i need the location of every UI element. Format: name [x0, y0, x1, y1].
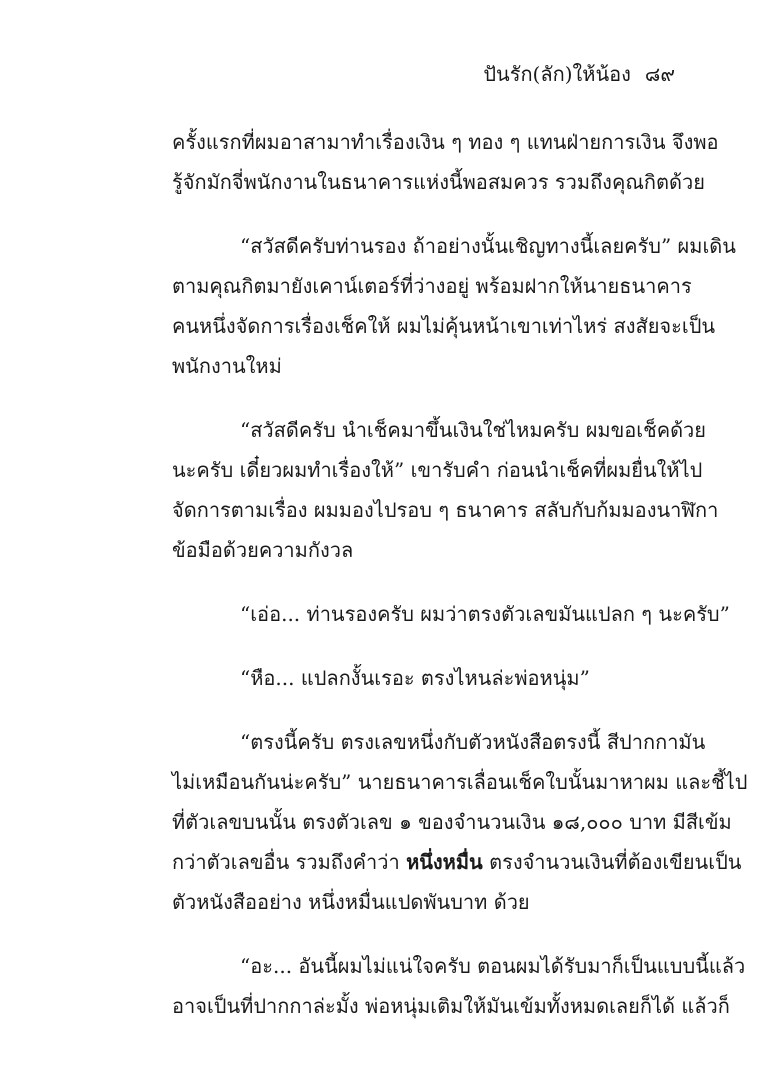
body-text	[172, 122, 748, 1026]
book-title: ปันรัก(ลัก)ให้น้อง	[483, 62, 631, 86]
text-line: “อะ... อันนี้ผมไม่แน่ใจครับ ตอนผมได้รับมาก็เป็นแบบนี้แล้ว	[240, 954, 746, 978]
text-line: ไม่เหมือนกันน่ะครับ” นายธนาคารเลื่อนเช็คใบนั้นมาหาผม และชี้ไป	[172, 770, 748, 794]
text-line: ครั้งแรกที่ผมอาสามาทำเรื่องเงิน ๆ ทอง ๆ แทนฝ่ายการเงิน จึงพอ	[172, 130, 719, 154]
paragraph-3	[172, 410, 719, 570]
text-line: “หือ... แปลกงั้นเรอะ ตรงไหนล่ะพ่อหนุ่ม”	[240, 666, 590, 690]
text-line: รู้จักมักจี่พนักงานในธนาคารแห่งนี้พอสมควร รวมถึงคุณกิตด้วย	[172, 170, 705, 194]
text-line	[172, 842, 742, 882]
paragraph-4	[172, 594, 730, 634]
text-line: “สวัสดีครับ นำเช็คมาขึ้นเงินใช่ไหมครับ ผมขอเช็คด้วย	[240, 418, 707, 442]
paragraph-2	[172, 226, 736, 386]
text-segment: ตรงจำนวนเงินที่ต้องเขียนเป็น	[482, 850, 742, 874]
text-line: นะครับ เดี๋ยวผมทำเรื่องให้” เขารับคำ ก่อนนำเช็คที่ผมยื่นให้ไป	[172, 458, 703, 482]
text-line: ที่ตัวเลขบนนั้น ตรงตัวเลข ๑ ของจำนวนเงิน ๑๘,๐๐๐ บาท มีสีเข้ม	[172, 810, 732, 834]
emphasized-amount-text: หนึ่งหมื่น	[406, 850, 483, 874]
text-line: “สวัสดีครับท่านรอง ถ้าอย่างนั้นเชิญทางนี้เลยครับ” ผมเดิน	[240, 234, 736, 258]
paragraph-6	[172, 722, 748, 922]
text-line: ตามคุณกิตมายังเคาน์เตอร์ที่ว่างอยู่ พร้อมฝากให้นายธนาคาร	[172, 274, 692, 298]
text-line: ตัวหนังสืออย่าง หนึ่งหมื่นแปดพันบาท ด้วย	[172, 890, 530, 914]
page-number: ๘๙	[644, 62, 675, 86]
text-line: “ตรงนี้ครับ ตรงเลขหนึ่งกับตัวหนังสือตรงนี้ สีปากกามัน	[240, 730, 706, 754]
text-line: อาจเป็นที่ปากกาล่ะมั้ง พ่อหนุ่มเติมให้มันเข้มทั้งหมดเลยก็ได้ แล้วก็	[172, 994, 730, 1018]
paragraph-5	[172, 658, 676, 698]
paragraph-1	[172, 122, 719, 202]
text-line: “เอ่อ... ท่านรองครับ ผมว่าตรงตัวเลขมันแปลก ๆ นะครับ”	[240, 602, 730, 626]
text-line: ข้อมือด้วยความกังวล	[172, 538, 354, 562]
paragraph-7	[172, 946, 746, 1026]
text-line: จัดการตามเรื่อง ผมมองไปรอบ ๆ ธนาคาร สลับกับก้มมองนาฬิกา	[172, 498, 719, 522]
text-line: คนหนึ่งจัดการเรื่องเช็คให้ ผมไม่คุ้นหน้าเขาเท่าไหร่ สงสัยจะเป็น	[172, 314, 716, 338]
text-segment: กว่าตัวเลขอื่น รวมถึงคำว่า	[172, 850, 407, 874]
text-line: พนักงานใหม่	[172, 354, 282, 378]
running-header	[483, 58, 675, 90]
